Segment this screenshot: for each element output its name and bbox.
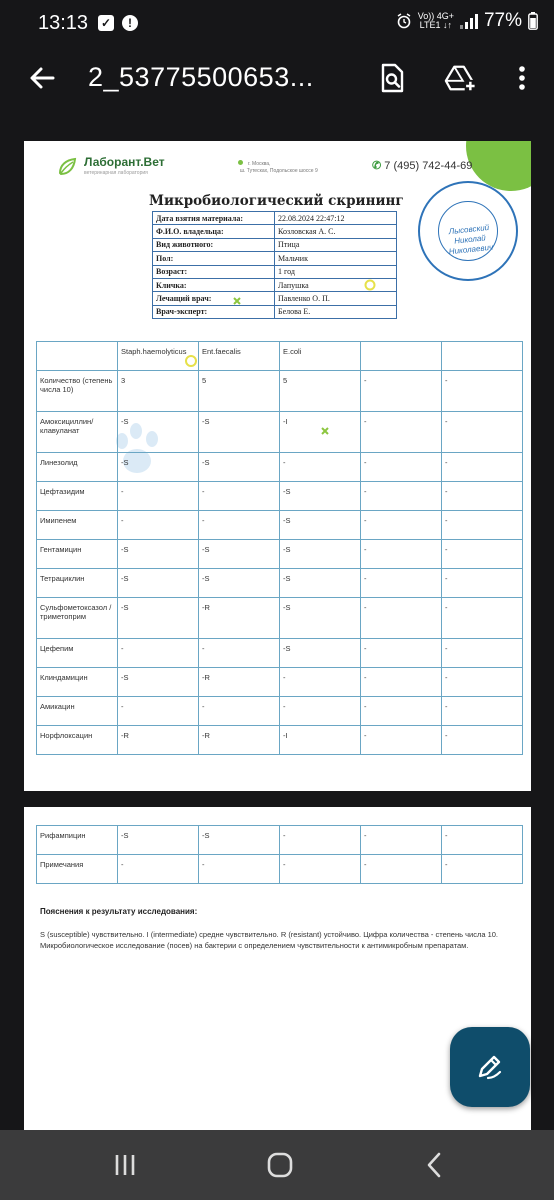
table-cell: -S bbox=[118, 569, 199, 598]
table-cell: - bbox=[442, 569, 523, 598]
table-cell: - bbox=[361, 855, 442, 884]
row-label-cell: Клиндамицин bbox=[37, 668, 118, 697]
address-line-2: ш. Тутесках, Подольское шоссе 9 bbox=[240, 168, 318, 174]
table-cell: - bbox=[361, 639, 442, 668]
info-key: Лечащий врач: bbox=[153, 292, 275, 305]
info-value: Козловская А. С. bbox=[275, 225, 397, 238]
home-icon[interactable] bbox=[263, 1148, 297, 1182]
table-cell: - bbox=[361, 371, 442, 412]
table-cell: - bbox=[442, 540, 523, 569]
table-cell: - bbox=[361, 726, 442, 755]
table-cell: - bbox=[361, 668, 442, 697]
table-cell: - bbox=[442, 826, 523, 855]
info-key: Врач-эксперт: bbox=[153, 305, 275, 318]
edit-fab-button[interactable] bbox=[450, 1027, 530, 1107]
info-key: Кличка: bbox=[153, 278, 275, 291]
table-cell: - bbox=[361, 697, 442, 726]
logo-subtitle: ветеринарная лаборатория bbox=[84, 170, 148, 176]
table-cell: -S bbox=[118, 412, 199, 453]
logo-name: Лаборант.Вет bbox=[84, 155, 165, 169]
table-cell: -S bbox=[280, 569, 361, 598]
phone-number: 7 (495) 742-44-69 bbox=[384, 160, 473, 172]
info-value: Лапушка bbox=[275, 278, 397, 291]
table-cell: - bbox=[361, 453, 442, 482]
table-cell: Ent.faecalis bbox=[199, 342, 280, 371]
table-row bbox=[37, 511, 523, 540]
table-row bbox=[37, 639, 523, 668]
row-label-cell: Амоксициллин/клавуланат bbox=[37, 412, 118, 453]
table-cell bbox=[361, 342, 442, 371]
edit-pen-icon bbox=[474, 1051, 506, 1083]
table-row bbox=[37, 540, 523, 569]
table-cell: - bbox=[442, 371, 523, 412]
table-cell: - bbox=[199, 639, 280, 668]
info-row bbox=[153, 225, 397, 238]
lab-logo bbox=[56, 155, 165, 179]
stamp-signature: Лысовский Николай Николаевич bbox=[448, 222, 494, 257]
results-table-continued bbox=[36, 825, 523, 884]
system-nav-bar bbox=[0, 1130, 554, 1200]
table-cell: -S bbox=[280, 482, 361, 511]
row-label-cell: Тетрациклин bbox=[37, 569, 118, 598]
document-title: 2_53775500653... bbox=[88, 62, 314, 92]
alarm-icon bbox=[396, 13, 412, 29]
table-cell: - bbox=[442, 482, 523, 511]
info-value: Белова Е. bbox=[275, 305, 397, 318]
row-label-cell: Рифампицин bbox=[37, 826, 118, 855]
table-cell: 5 bbox=[199, 371, 280, 412]
table-cell: - bbox=[442, 855, 523, 884]
battery-percent: 77% bbox=[483, 10, 522, 31]
table-row bbox=[37, 453, 523, 482]
row-label-cell: Норфлоксацин bbox=[37, 726, 118, 755]
info-value: 1 год bbox=[275, 265, 397, 278]
alert-notification-icon: ! bbox=[122, 15, 138, 31]
table-cell: - bbox=[442, 668, 523, 697]
table-cell: - bbox=[280, 855, 361, 884]
row-label-cell: Примечания bbox=[37, 855, 118, 884]
table-cell: - bbox=[442, 697, 523, 726]
table-cell: -S bbox=[280, 639, 361, 668]
info-row bbox=[153, 265, 397, 278]
row-label-cell: Цефтазидим bbox=[37, 482, 118, 511]
status-bar bbox=[0, 0, 554, 48]
table-header-row bbox=[37, 342, 523, 371]
table-cell: -I bbox=[280, 726, 361, 755]
info-value: Птица bbox=[275, 238, 397, 251]
row-label-cell: Линезолид bbox=[37, 453, 118, 482]
row-label-cell: Имипенем bbox=[37, 511, 118, 540]
table-cell: -R bbox=[118, 726, 199, 755]
more-vert-icon[interactable] bbox=[506, 62, 538, 94]
info-key: Вид животного: bbox=[153, 238, 275, 251]
info-row bbox=[153, 292, 397, 305]
table-cell: - bbox=[442, 598, 523, 639]
info-row bbox=[153, 278, 397, 291]
table-cell: - bbox=[118, 855, 199, 884]
row-label-cell: Гентамицин bbox=[37, 540, 118, 569]
table-cell: 5 bbox=[280, 371, 361, 412]
row-label-cell: Количество (степень числа 10) bbox=[37, 371, 118, 412]
notes-heading: Пояснения к результату исследования: bbox=[40, 907, 198, 916]
table-cell: E.coli bbox=[280, 342, 361, 371]
status-right bbox=[396, 10, 538, 32]
info-row bbox=[153, 238, 397, 251]
table-cell: - bbox=[280, 826, 361, 855]
info-value: 22.08.2024 22:47:12 bbox=[275, 212, 397, 225]
table-cell: - bbox=[199, 697, 280, 726]
table-cell: -S bbox=[280, 511, 361, 540]
table-cell: - bbox=[361, 412, 442, 453]
table-cell: -S bbox=[280, 598, 361, 639]
app-bar bbox=[0, 52, 554, 108]
table-row bbox=[37, 697, 523, 726]
table-cell: - bbox=[118, 639, 199, 668]
table-cell: - bbox=[361, 826, 442, 855]
table-row bbox=[37, 826, 523, 855]
battery-icon bbox=[528, 12, 538, 30]
table-cell: -S bbox=[118, 453, 199, 482]
recents-icon[interactable] bbox=[108, 1148, 142, 1182]
table-cell: -S bbox=[280, 540, 361, 569]
table-cell: - bbox=[280, 453, 361, 482]
table-cell: - bbox=[280, 697, 361, 726]
table-cell: -S bbox=[199, 540, 280, 569]
info-key: Возраст: bbox=[153, 265, 275, 278]
status-time: 13:13 bbox=[38, 12, 89, 34]
table-cell: -S bbox=[118, 668, 199, 697]
table-cell: -R bbox=[199, 598, 280, 639]
address-line-1: г. Москва, bbox=[248, 161, 271, 167]
table-cell: -S bbox=[118, 540, 199, 569]
report-title: Микробиологический скрининг bbox=[149, 193, 404, 209]
circle-decoration bbox=[364, 279, 376, 291]
info-value: Мальчик bbox=[275, 252, 397, 265]
table-cell: -R bbox=[199, 726, 280, 755]
table-cell: Staph.haemolyticus bbox=[118, 342, 199, 371]
row-label-cell: Цефепим bbox=[37, 639, 118, 668]
back-nav-icon[interactable] bbox=[418, 1148, 452, 1182]
row-label-cell: Амикацин bbox=[37, 697, 118, 726]
lab-phone bbox=[372, 159, 472, 172]
table-cell: - bbox=[280, 668, 361, 697]
table-row bbox=[37, 598, 523, 639]
table-cell: -R bbox=[199, 668, 280, 697]
signal-icon bbox=[460, 13, 478, 29]
vet-stamp bbox=[418, 181, 518, 281]
document-search-icon[interactable] bbox=[376, 62, 408, 94]
table-row bbox=[37, 371, 523, 412]
table-cell: - bbox=[118, 482, 199, 511]
table-cell: -S bbox=[199, 569, 280, 598]
info-row bbox=[153, 305, 397, 318]
results-table bbox=[36, 341, 523, 755]
info-key: Ф.И.О. владельца: bbox=[153, 225, 275, 238]
table-cell: - bbox=[199, 855, 280, 884]
table-cell: - bbox=[361, 482, 442, 511]
arrow-left-icon[interactable] bbox=[26, 62, 58, 94]
info-row bbox=[153, 252, 397, 265]
table-cell: - bbox=[442, 412, 523, 453]
table-row bbox=[37, 855, 523, 884]
cross-decoration bbox=[232, 296, 242, 306]
table-cell: - bbox=[361, 598, 442, 639]
network-bottom: LTE1 ↓↑ bbox=[419, 20, 452, 30]
drive-add-icon[interactable] bbox=[444, 62, 476, 94]
table-cell: - bbox=[118, 511, 199, 540]
pdf-page-1[interactable] bbox=[24, 141, 531, 791]
table-row bbox=[37, 482, 523, 511]
table-cell: - bbox=[361, 569, 442, 598]
table-cell: - bbox=[199, 482, 280, 511]
table-cell: - bbox=[442, 639, 523, 668]
table-cell: -S bbox=[118, 598, 199, 639]
table-cell: -I bbox=[280, 412, 361, 453]
table-cell: - bbox=[118, 697, 199, 726]
table-cell: -S bbox=[199, 826, 280, 855]
table-cell: - bbox=[361, 540, 442, 569]
table-cell: - bbox=[442, 726, 523, 755]
table-cell: - bbox=[361, 511, 442, 540]
table-cell bbox=[442, 342, 523, 371]
table-cell: -S bbox=[199, 412, 280, 453]
table-cell: 3 bbox=[118, 371, 199, 412]
notes-body: S (susceptible) чувствительно. I (intermediate) средне чувствительно. R (resistant) устойчиво. Цифра количества - степень числа 10. Микробиологическое исследование (посев) на бактерии с определением чувствительности к антимикробным препаратам. bbox=[40, 930, 499, 950]
row-label-cell bbox=[37, 342, 118, 371]
network-top: Vo)) 4G+ bbox=[417, 11, 454, 21]
info-row bbox=[153, 212, 397, 225]
table-cell: -S bbox=[118, 826, 199, 855]
table-row bbox=[37, 412, 523, 453]
info-key: Дата взятия материала: bbox=[153, 212, 275, 225]
row-label-cell: Сульфометоксазол /триметоприм bbox=[37, 598, 118, 639]
table-cell: - bbox=[199, 511, 280, 540]
patient-info-table bbox=[152, 211, 397, 319]
info-key: Пол: bbox=[153, 252, 275, 265]
logo-mark-icon bbox=[56, 155, 80, 179]
phone-icon: ✆ bbox=[372, 160, 382, 172]
table-row bbox=[37, 569, 523, 598]
table-cell: - bbox=[442, 453, 523, 482]
table-row bbox=[37, 726, 523, 755]
table-cell: -S bbox=[199, 453, 280, 482]
table-cell: - bbox=[442, 511, 523, 540]
table-row bbox=[37, 668, 523, 697]
info-value: Павленко О. П. bbox=[275, 292, 397, 305]
check-notification-icon: ✓ bbox=[98, 15, 114, 31]
lab-address bbox=[240, 161, 318, 175]
network-indicator bbox=[418, 12, 454, 30]
